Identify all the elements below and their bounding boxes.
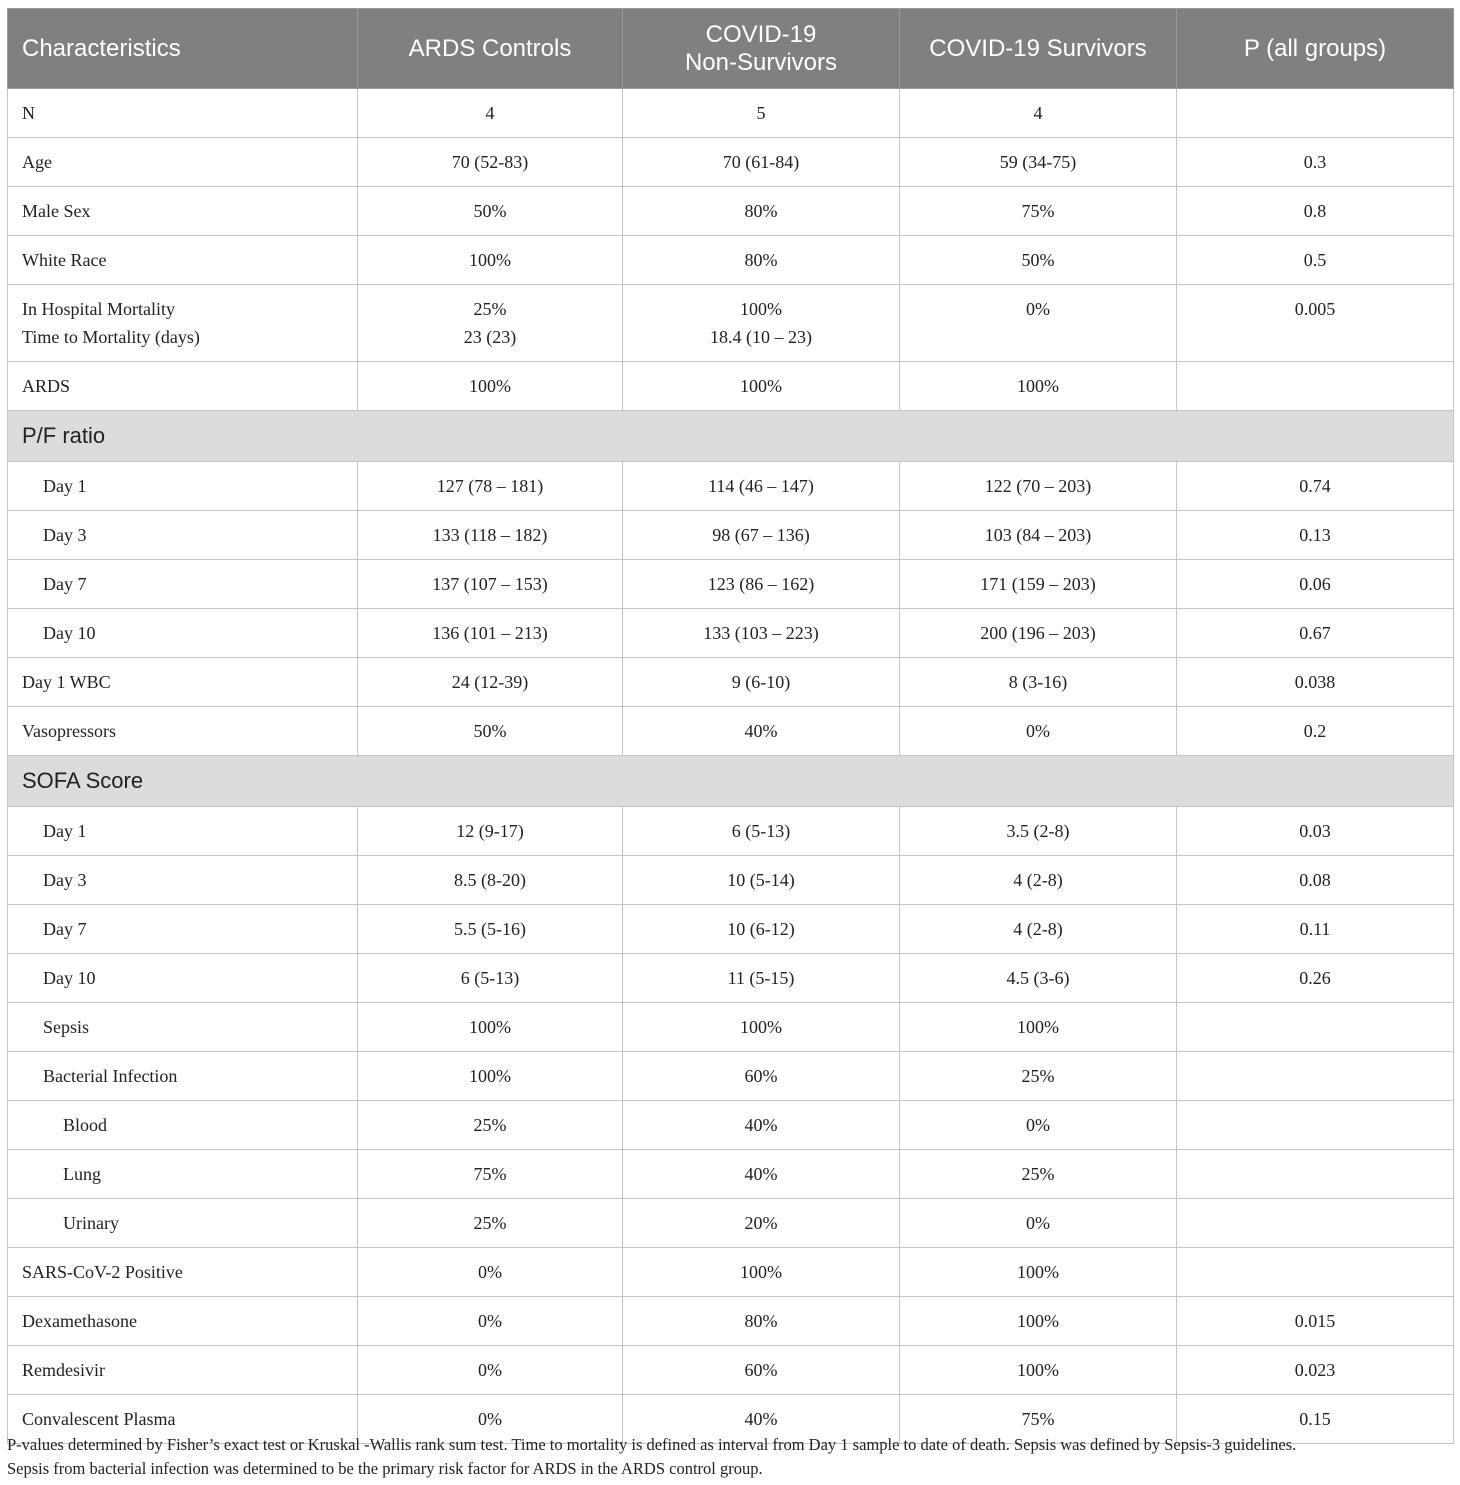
cell-text: 0.67 (1299, 623, 1331, 643)
cell-text: 40% (744, 1409, 778, 1429)
covid-non-survivors-cell (623, 462, 900, 511)
cell-text: 5.5 (5-16) (454, 919, 526, 939)
covid-non-survivors-cell (623, 560, 900, 609)
p-value-cell (1177, 236, 1454, 285)
cell-text: 100% (469, 1017, 511, 1037)
table-row (8, 658, 1454, 707)
cell-text: 0% (478, 1409, 502, 1429)
p-value-cell (1177, 1346, 1454, 1395)
p-value-cell (1177, 89, 1454, 138)
ards-controls-cell (358, 560, 623, 609)
covid-non-survivors-cell (623, 1052, 900, 1101)
table-row (8, 1150, 1454, 1199)
cell-text: 0.26 (1299, 968, 1331, 988)
p-value-cell (1177, 1003, 1454, 1052)
cell-text: N (22, 103, 35, 123)
covid-survivors-cell (900, 138, 1177, 187)
row-label (8, 362, 358, 411)
cell-text: 0.3 (1303, 152, 1327, 172)
table-row (8, 1003, 1454, 1052)
p-value-cell (1177, 954, 1454, 1003)
row-label (8, 1003, 358, 1052)
p-value-cell (1177, 187, 1454, 236)
header-ards-controls (358, 9, 623, 89)
ards-controls-cell (358, 1003, 623, 1052)
header-covid-non-survivors (623, 9, 900, 89)
ards-controls-cell (358, 1297, 623, 1346)
table-row (8, 89, 1454, 138)
cell-text: 100% (469, 250, 511, 270)
section-header-row (8, 756, 1454, 807)
covid-survivors-cell (900, 1052, 1177, 1101)
table-row (8, 138, 1454, 187)
covid-non-survivors-cell (623, 1248, 900, 1297)
cell-text: SARS-CoV-2 Positive (22, 1262, 183, 1282)
covid-non-survivors-cell (623, 511, 900, 560)
cell-text: 137 (107 – 153) (432, 574, 548, 594)
cell-text: Blood (63, 1115, 108, 1135)
p-value-cell (1177, 511, 1454, 560)
row-label (8, 658, 358, 707)
row-label (8, 954, 358, 1003)
covid-non-survivors-cell (623, 285, 900, 362)
table-row (8, 560, 1454, 609)
cell-text: 127 (78 – 181) (436, 476, 544, 496)
header-text: COVID-19 (705, 20, 817, 48)
covid-survivors-cell (900, 658, 1177, 707)
covid-non-survivors-cell (623, 1150, 900, 1199)
table-row (8, 1346, 1454, 1395)
table-body (8, 89, 1454, 1444)
table-row (8, 707, 1454, 756)
cell-text: 100% (1017, 1262, 1059, 1282)
cell-text: 20% (744, 1213, 778, 1233)
cell-text: 70 (52-83) (451, 152, 529, 172)
cell-text: Day 10 (43, 968, 96, 988)
header-text: Characteristics (22, 34, 181, 62)
cell-text: 70 (61-84) (722, 152, 800, 172)
ards-controls-cell (358, 1248, 623, 1297)
cell-text: 0.005 (1294, 299, 1336, 319)
row-label (8, 138, 358, 187)
table-row (8, 462, 1454, 511)
header-covid-survivors (900, 9, 1177, 89)
p-value-cell (1177, 362, 1454, 411)
table-row (8, 1101, 1454, 1150)
cell-text: 133 (118 – 182) (432, 525, 548, 545)
cell-text: 0.015 (1294, 1311, 1336, 1331)
covid-non-survivors-cell (623, 1346, 900, 1395)
cell-text: 50% (1021, 250, 1055, 270)
footnote-line-2: Sepsis from bacterial infection was determined to be the primary risk factor for ARDS in the ARDS control group. (7, 1459, 763, 1478)
covid-survivors-cell (900, 1101, 1177, 1150)
cell-text: Remdesivir (22, 1360, 105, 1380)
cell-text: 103 (84 – 203) (984, 525, 1092, 545)
covid-survivors-cell (900, 1150, 1177, 1199)
ards-controls-cell (358, 609, 623, 658)
covid-non-survivors-cell (623, 138, 900, 187)
cell-text: 75% (1021, 201, 1055, 221)
covid-survivors-cell (900, 187, 1177, 236)
header-text: ARDS Controls (408, 34, 572, 62)
covid-non-survivors-cell (623, 187, 900, 236)
p-value-cell (1177, 658, 1454, 707)
p-value-cell (1177, 707, 1454, 756)
cell-text: Time to Mortality (days) (22, 327, 200, 347)
cell-text: 80% (744, 1311, 778, 1331)
cell-text: 0.74 (1299, 476, 1331, 496)
characteristics-table (7, 8, 1454, 1444)
cell-text: In Hospital Mortality (22, 299, 175, 319)
cell-text: 0.11 (1299, 919, 1331, 939)
cell-text: 4 (485, 103, 495, 123)
covid-survivors-cell (900, 511, 1177, 560)
row-label (8, 609, 358, 658)
cell-text: 5 (756, 103, 766, 123)
footnote-line-1: P-values determined by Fisher’s exact test or Kruskal -Wallis rank sum test. Time to mortality is defined as interval from Day 1 sample to date of death. Sepsis was defined by Sepsis-3 guidelines. (7, 1435, 1297, 1454)
table-row (8, 609, 1454, 658)
covid-non-survivors-cell (623, 362, 900, 411)
cell-text: 80% (744, 201, 778, 221)
header-characteristics (8, 9, 358, 89)
cell-text: 8 (3-16) (1008, 672, 1068, 692)
table-row (8, 1052, 1454, 1101)
cell-text: 0.15 (1299, 1409, 1331, 1429)
cell-text: 0.13 (1299, 525, 1331, 545)
cell-text: 59 (34-75) (999, 152, 1077, 172)
p-value-cell (1177, 1052, 1454, 1101)
covid-non-survivors-cell (623, 609, 900, 658)
cell-text: 25% (473, 1213, 507, 1233)
cell-text: Day 1 WBC (22, 672, 111, 692)
cell-text: 10 (6-12) (727, 919, 795, 939)
cell-text: 50% (473, 201, 507, 221)
table-row (8, 236, 1454, 285)
table-row (8, 362, 1454, 411)
cell-text: Day 1 (43, 476, 87, 496)
cell-text: White Race (22, 250, 107, 270)
covid-survivors-cell (900, 807, 1177, 856)
section-title: SOFA Score (8, 756, 1454, 807)
ards-controls-cell (358, 1150, 623, 1199)
covid-survivors-cell (900, 707, 1177, 756)
table-row (8, 954, 1454, 1003)
covid-non-survivors-cell (623, 1297, 900, 1346)
covid-non-survivors-cell (623, 707, 900, 756)
cell-text: 100% (740, 376, 782, 396)
cell-text: 0% (1026, 1115, 1050, 1135)
covid-non-survivors-cell (623, 856, 900, 905)
cell-text: 100% (740, 1262, 782, 1282)
cell-text: Day 7 (43, 574, 87, 594)
covid-non-survivors-cell (623, 954, 900, 1003)
cell-text: 40% (744, 721, 778, 741)
cell-text: 23 (23) (463, 327, 517, 347)
row-label (8, 511, 358, 560)
row-label (8, 1101, 358, 1150)
cell-text: Vasopressors (22, 721, 116, 741)
cell-text: 50% (473, 721, 507, 741)
ards-controls-cell (358, 905, 623, 954)
p-value-cell (1177, 1150, 1454, 1199)
covid-survivors-cell (900, 462, 1177, 511)
header-text: Non-Survivors (684, 48, 838, 76)
cell-text: 80% (744, 250, 778, 270)
cell-text: Day 3 (43, 525, 87, 545)
ards-controls-cell (358, 807, 623, 856)
cell-text: 0% (1026, 1213, 1050, 1233)
header-row (8, 9, 1454, 89)
ards-controls-cell (358, 1199, 623, 1248)
cell-text: Bacterial Infection (43, 1066, 178, 1086)
cell-text: 6 (5-13) (460, 968, 520, 988)
cell-text: 40% (744, 1115, 778, 1135)
cell-text: 4 (1033, 103, 1043, 123)
ards-controls-cell (358, 462, 623, 511)
cell-text: 114 (46 – 147) (708, 476, 814, 496)
cell-text: 25% (473, 1115, 507, 1135)
cell-text: 0% (1026, 721, 1050, 741)
cell-text: 98 (67 – 136) (712, 525, 810, 545)
cell-text: 100% (1017, 1360, 1059, 1380)
ards-controls-cell (358, 138, 623, 187)
covid-survivors-cell (900, 362, 1177, 411)
cell-text: 200 (196 – 203) (980, 623, 1096, 643)
ards-controls-cell (358, 89, 623, 138)
ards-controls-cell (358, 1101, 623, 1150)
covid-survivors-cell (900, 954, 1177, 1003)
cell-text: 60% (744, 1066, 778, 1086)
cell-text: 0% (478, 1311, 502, 1331)
ards-controls-cell (358, 236, 623, 285)
ards-controls-cell (358, 511, 623, 560)
covid-non-survivors-cell (623, 1003, 900, 1052)
covid-non-survivors-cell (623, 807, 900, 856)
table-row (8, 905, 1454, 954)
ards-controls-cell (358, 707, 623, 756)
section-title: P/F ratio (8, 411, 1454, 462)
p-value-cell (1177, 1297, 1454, 1346)
covid-survivors-cell (900, 89, 1177, 138)
covid-survivors-cell (900, 609, 1177, 658)
cell-text: 10 (5-14) (727, 870, 795, 890)
cell-text: 0.08 (1299, 870, 1331, 890)
table-row (8, 187, 1454, 236)
section-header-row (8, 411, 1454, 462)
table-row (8, 807, 1454, 856)
cell-text: 40% (744, 1164, 778, 1184)
row-label (8, 89, 358, 138)
ards-controls-cell (358, 362, 623, 411)
table-row (8, 1297, 1454, 1346)
covid-non-survivors-cell (623, 1101, 900, 1150)
cell-text: 0.06 (1299, 574, 1331, 594)
cell-text: Day 3 (43, 870, 87, 890)
ards-controls-cell (358, 1346, 623, 1395)
cell-text: 0% (1026, 299, 1050, 319)
covid-non-survivors-cell (623, 905, 900, 954)
cell-text: Age (22, 152, 52, 172)
cell-text: 133 (103 – 223) (703, 623, 819, 643)
row-label (8, 462, 358, 511)
cell-text: Day 1 (43, 821, 87, 841)
cell-text: ARDS (22, 376, 71, 396)
header-p-value (1177, 9, 1454, 89)
cell-text: 100% (469, 1066, 511, 1086)
covid-survivors-cell (900, 1248, 1177, 1297)
table-footnote (7, 1433, 1457, 1481)
cell-text: 3.5 (2-8) (1006, 821, 1070, 841)
p-value-cell (1177, 138, 1454, 187)
cell-text: 60% (744, 1360, 778, 1380)
cell-text: 11 (5-15) (727, 968, 795, 988)
covid-non-survivors-cell (623, 658, 900, 707)
row-label (8, 1248, 358, 1297)
cell-text: 0% (478, 1262, 502, 1282)
cell-text: 0.8 (1303, 201, 1327, 221)
covid-survivors-cell (900, 1003, 1177, 1052)
row-label (8, 285, 358, 362)
cell-text: 0% (478, 1360, 502, 1380)
ards-controls-cell (358, 954, 623, 1003)
row-label (8, 1150, 358, 1199)
p-value-cell (1177, 462, 1454, 511)
cell-text: 12 (9-17) (456, 821, 524, 841)
ards-controls-cell (358, 285, 623, 362)
covid-survivors-cell (900, 560, 1177, 609)
table-row (8, 511, 1454, 560)
covid-survivors-cell (900, 1199, 1177, 1248)
cell-text: 4 (2-8) (1013, 919, 1063, 939)
cell-text: 6 (5-13) (731, 821, 791, 841)
cell-text: 171 (159 – 203) (980, 574, 1096, 594)
cell-text: Male Sex (22, 201, 91, 221)
ards-controls-cell (358, 856, 623, 905)
cell-text: 24 (12-39) (451, 672, 529, 692)
cell-text: Sepsis (43, 1017, 90, 1037)
cell-text: Dexamethasone (22, 1311, 137, 1331)
table-row (8, 1248, 1454, 1297)
cell-text: 0.2 (1303, 721, 1327, 741)
p-value-cell (1177, 905, 1454, 954)
header-text: COVID-19 Survivors (929, 34, 1147, 62)
table-row (8, 1199, 1454, 1248)
p-value-cell (1177, 609, 1454, 658)
cell-text: 100% (740, 299, 782, 319)
cell-text: 4.5 (3-6) (1006, 968, 1070, 988)
cell-text: 100% (1017, 1017, 1059, 1037)
cell-text: 4 (2-8) (1013, 870, 1063, 890)
cell-text: Lung (63, 1164, 101, 1184)
cell-text: Urinary (63, 1213, 119, 1233)
row-label (8, 560, 358, 609)
row-label (8, 856, 358, 905)
covid-non-survivors-cell (623, 1199, 900, 1248)
p-value-cell (1177, 807, 1454, 856)
cell-text: 0.5 (1303, 250, 1327, 270)
row-label (8, 1199, 358, 1248)
covid-survivors-cell (900, 856, 1177, 905)
cell-text: 100% (740, 1017, 782, 1037)
row-label (8, 1297, 358, 1346)
cell-text: Day 7 (43, 919, 87, 939)
row-label (8, 1346, 358, 1395)
cell-text: 8.5 (8-20) (454, 870, 526, 890)
row-label (8, 905, 358, 954)
covid-non-survivors-cell (623, 89, 900, 138)
cell-text: 9 (6-10) (731, 672, 791, 692)
p-value-cell (1177, 285, 1454, 362)
cell-text: 0.03 (1299, 821, 1331, 841)
cell-text: 0.023 (1294, 1360, 1336, 1380)
cell-text: 18.4 (10 – 23) (710, 327, 812, 347)
p-value-cell (1177, 1199, 1454, 1248)
cell-text: 0.038 (1294, 672, 1336, 692)
covid-survivors-cell (900, 236, 1177, 285)
covid-survivors-cell (900, 285, 1177, 362)
table-row (8, 285, 1454, 362)
p-value-cell (1177, 856, 1454, 905)
cell-text: 123 (86 – 162) (707, 574, 815, 594)
p-value-cell (1177, 1248, 1454, 1297)
row-label (8, 187, 358, 236)
cell-text: 25% (473, 299, 507, 319)
header-text: P (all groups) (1243, 34, 1387, 62)
cell-text: 25% (1021, 1164, 1055, 1184)
ards-controls-cell (358, 187, 623, 236)
cell-text: Convalescent Plasma (22, 1409, 176, 1429)
covid-non-survivors-cell (623, 236, 900, 285)
ards-controls-cell (358, 1052, 623, 1101)
p-value-cell (1177, 560, 1454, 609)
row-label (8, 707, 358, 756)
cell-text: 25% (1021, 1066, 1055, 1086)
row-label (8, 1052, 358, 1101)
cell-text: Day 10 (43, 623, 96, 643)
cell-text: 75% (473, 1164, 507, 1184)
covid-survivors-cell (900, 905, 1177, 954)
row-label (8, 236, 358, 285)
covid-survivors-cell (900, 1297, 1177, 1346)
cell-text: 100% (1017, 376, 1059, 396)
cell-text: 100% (469, 376, 511, 396)
cell-text: 75% (1021, 1409, 1055, 1429)
covid-survivors-cell (900, 1346, 1177, 1395)
p-value-cell (1177, 1101, 1454, 1150)
table-header (8, 9, 1454, 89)
ards-controls-cell (358, 658, 623, 707)
cell-text: 100% (1017, 1311, 1059, 1331)
table-row (8, 856, 1454, 905)
row-label (8, 807, 358, 856)
cell-text: 122 (70 – 203) (984, 476, 1092, 496)
cell-text: 136 (101 – 213) (432, 623, 548, 643)
